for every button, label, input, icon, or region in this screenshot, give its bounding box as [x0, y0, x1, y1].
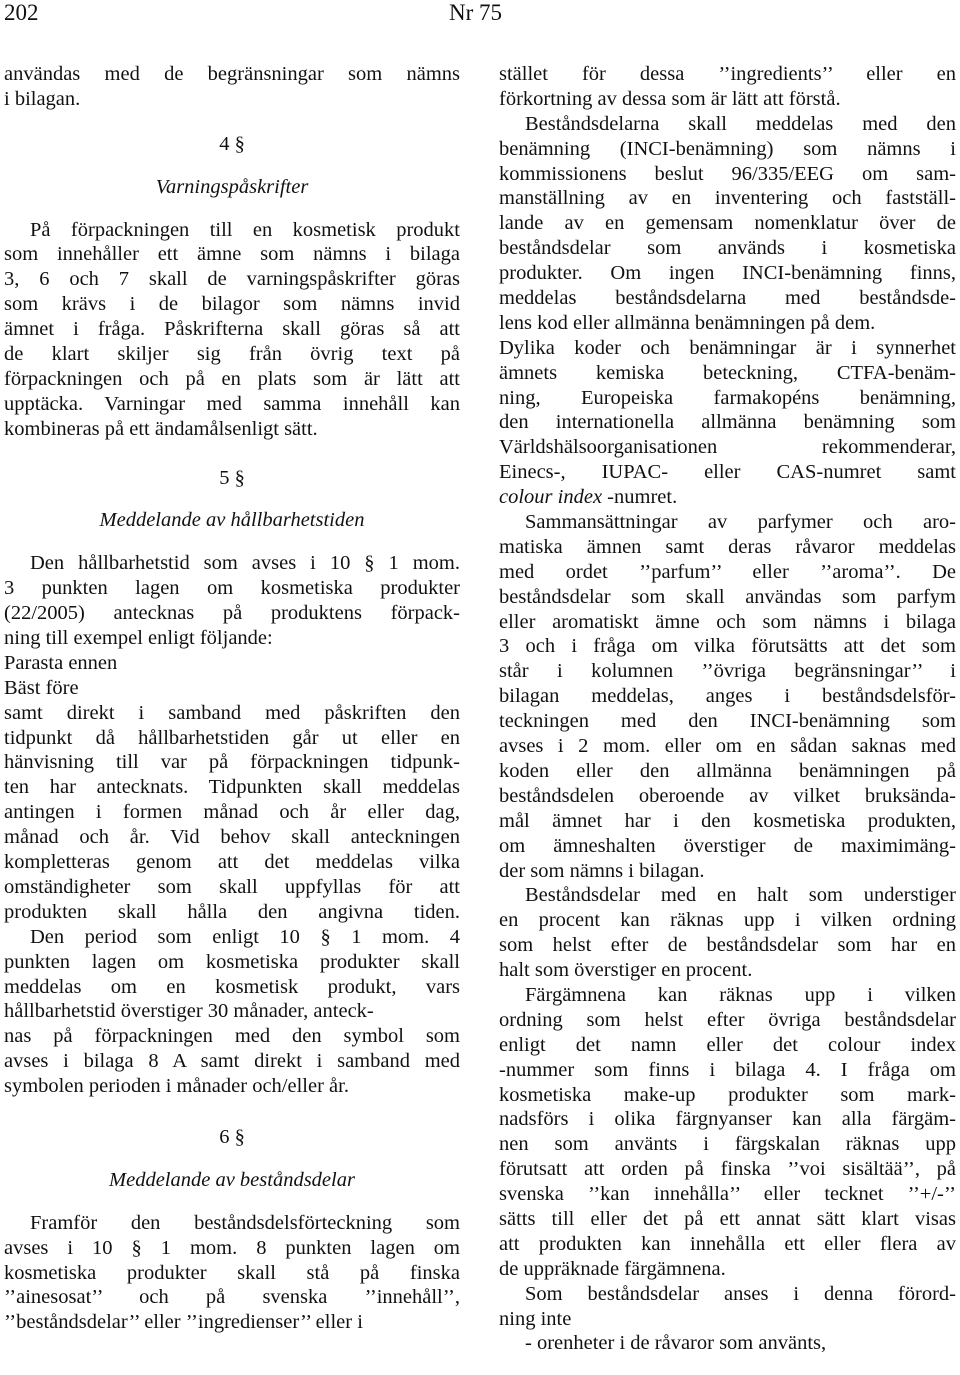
text-line: teckningen med den INCI-benämning som [499, 710, 956, 733]
text-line: beståndsdelar som skall användas som parfym [499, 585, 956, 608]
text-line: som krävs i de bilagor som nämns invid [4, 293, 460, 316]
left-column [4, 62, 460, 1335]
text-line: bilagan meddelas, anges i beståndsdelsför- [499, 685, 956, 708]
text-line: avses i bilaga 8 A samt direkt i samband med [4, 1050, 460, 1073]
text-line: sätts till eller det på ett annat sätt klart visas [499, 1207, 956, 1230]
paragraph-gap [4, 200, 460, 218]
text-line: punkten lagen om kosmetiska produkter skall [4, 950, 460, 973]
text-line: kommissionens beslut 96/335/EEG om sam- [499, 162, 956, 185]
text-line: de uppräknade färgämnena. [499, 1257, 726, 1280]
paragraph-gap [4, 490, 460, 508]
text-line: kombineras på ett ändamålsenligt sätt. [4, 417, 318, 440]
text-line: beståndsdelar som används i kosmetiska [499, 237, 956, 260]
text-line: Den hållbarhetstid som avses i 10 § 1 mom. [30, 552, 460, 575]
paragraph-gap [4, 533, 460, 551]
italic-term: colour index [499, 486, 603, 509]
text-line: nas på förpackningen med den symbol som [4, 1025, 460, 1048]
text-line: Beståndsdelar med en halt som understiger [525, 884, 956, 907]
text-line: som helst efter de beståndsdelar som har en [499, 934, 956, 957]
text-line: 3 och i fråga om vilka förutsätts att det som [499, 635, 956, 658]
text-line: ämnets kemiska beteckning, CTFA-benäm- [499, 361, 956, 384]
paragraph-gap [4, 442, 460, 466]
text-line: förpackningen och på en plats som är lätt att [4, 367, 460, 390]
text-line: nadsförs i olika färgnyanser kan alla färgäm- [499, 1108, 956, 1131]
text-line: - orenheter i de råvaror som använts, [525, 1332, 827, 1355]
right-column [499, 62, 956, 1356]
text-line: 3, 6 och 7 skall de varningspåskrifter göras [4, 268, 460, 291]
text-line: ’’beståndsdelar’’ eller ’’ingredienser’’ eller i [4, 1311, 363, 1334]
text-line: ning, Europeiska farmakopéns benämning, [499, 386, 956, 409]
paragraph-gap [4, 157, 460, 175]
text-line: kosmetiska produkter skall stå på finska [4, 1261, 460, 1284]
section-heading: Meddelande av beståndsdelar [109, 1168, 355, 1191]
text-line: På förpackningen till en kosmetisk produkt [30, 218, 460, 241]
section-number: 6 § [219, 1125, 245, 1148]
section-number: 5 § [219, 466, 245, 489]
text-line: om ämneshalten överstiger de maximimäng- [499, 834, 956, 857]
text-line: en procent kan räknas upp i vilken ordning [499, 909, 956, 932]
paragraph-gap [4, 1099, 460, 1125]
text-line: enligt det namn eller det colour index [499, 1033, 956, 1056]
text-line: koden eller den allmänna benämningen på [499, 759, 956, 782]
text-line: halt som överstiger en procent. [499, 959, 753, 982]
text-line: Som beståndsdelar anses i denna förord- [525, 1282, 956, 1305]
text-line: 3 punkten lagen om kosmetiska produkter [4, 577, 460, 600]
text-line: nen som använts i färgskalan räknas upp [499, 1133, 956, 1156]
text-line: eller aromatiskt ämne och som nämns i bilaga [499, 610, 956, 633]
text-line: stället för dessa ’’ingredients’’ eller en [499, 63, 956, 85]
text-line: hänvisning till var på förpackningen tidpunk- [4, 751, 460, 774]
section-number: 4 § [219, 132, 245, 155]
text-line: svenska ’’kan innehålla’’ eller tecknet ’’+/-’’ [499, 1183, 956, 1206]
text-line: beståndsdelen oberoende av vilket bruksända- [499, 784, 956, 807]
text-line: Framför den beståndsdelsförteckning som [30, 1211, 460, 1234]
paragraph-gap [4, 1193, 460, 1211]
text-line: ning till exempel enligt följande: [4, 627, 273, 650]
text-line: meddelas om en kosmetisk produkt, vars [4, 975, 460, 998]
paragraph-gap [4, 112, 460, 132]
text-line: som innehåller ett ämne som nämns i bilaga [4, 243, 460, 266]
page-number: 202 [4, 0, 39, 25]
text-line: Parasta ennen [4, 651, 118, 674]
text-line: der som nämns i bilagan. [499, 859, 705, 882]
text-line: ämnet i fråga. Påskrifterna skall göras så att [4, 318, 460, 341]
text-line: Den period som enligt 10 § 1 mom. 4 [30, 925, 460, 948]
text-line: att produkten kan innehålla ett eller flera av [499, 1232, 956, 1255]
text-line: ning inte [499, 1307, 572, 1330]
text-line: användas med de begränsningar som nämns [4, 63, 460, 85]
text-line: symbolen perioden i månader och/eller år. [4, 1075, 349, 1098]
text-line: hållbarhetstid överstiger 30 månader, anteck- [4, 1000, 374, 1023]
text-line: produkten skall hålla den angivna tiden. [4, 900, 460, 923]
text-line: förkortning av dessa som är lätt att förstå. [499, 87, 841, 110]
text-line: tidpunkt då hållbarhetstiden går ut eller en [4, 726, 460, 749]
paragraph-gap [4, 1150, 460, 1168]
text-line: kosmetiska make-up produkter som mark- [499, 1083, 956, 1106]
text-line: de klart skiljer sig från övrig text på [4, 343, 460, 366]
text-line: står i kolumnen ’’övriga begränsningar’’ i [499, 660, 956, 683]
text-line: manställning av en inventering och fastställ- [499, 187, 956, 210]
text-line: produkter. Om ingen INCI-benämning finns, [499, 262, 956, 285]
text-line: avses i 2 mom. eller om en sådan saknas med [499, 735, 956, 758]
text-line: colour index -numret. [499, 486, 678, 509]
text-line: Färgämnena kan räknas upp i vilken [525, 983, 956, 1006]
text-line: Bäst före [4, 676, 79, 699]
text-line: omständigheter som skall uppfyllas för att [4, 875, 460, 898]
text-line: matiska ämnen samt deras råvaror meddelas [499, 535, 956, 558]
text-line: Beståndsdelarna skall meddelas med den [525, 112, 956, 135]
text-line: Einecs-, IUPAC- eller CAS-numret samt [499, 461, 956, 484]
text-line: avses i 10 § 1 mom. 8 punkten lagen om [4, 1236, 460, 1259]
text-line: ordning som helst efter övriga beståndsdelar [499, 1008, 956, 1031]
text-line: med ordet ’’parfum’’ eller ’’aroma’’. De [499, 560, 956, 583]
text-line: Världshälsoorganisationen rekommenderar, [499, 436, 956, 459]
text-line: (22/2005) antecknas på produktens förpack- [4, 602, 460, 625]
text-line: antingen i formen månad och år eller dag, [4, 801, 460, 824]
text-line: Sammansättningar av parfymer och aro- [525, 511, 956, 534]
text-line: -nummer som finns i bilaga 4. I fråga om [499, 1058, 956, 1081]
text-line: ten har antecknats. Tidpunkten skall meddelas [4, 776, 460, 799]
text-line: månad och år. Vid behov skall anteckningen [4, 826, 460, 849]
text-line: Dylika koder och benämningar är i synnerhet [499, 336, 956, 359]
text-line: förutsatt att orden på finska ’’voi sisältää’’, på [499, 1158, 956, 1181]
text-line: mål ämnet har i den kosmetiska produkten, [499, 809, 956, 832]
text-line: lens kod eller allmänna benämningen på dem. [499, 311, 876, 334]
issue-number: Nr 75 [449, 0, 503, 25]
text-line: ’’ainesosat’’ och på svenska ’’innehåll’’, [4, 1286, 460, 1309]
text-line: benämning (INCI-benämning) som nämns i [499, 137, 956, 160]
text-line: meddelas beståndsdelarna med beståndsde- [499, 287, 956, 310]
text-line: kompletteras genom att det meddelas vilka [4, 851, 460, 874]
text-line: samt direkt i samband med påskriften den [4, 701, 460, 724]
section-heading: Varningspåskrifter [155, 175, 309, 198]
text-line: i bilagan. [4, 87, 81, 110]
section-heading: Meddelande av hållbarhetstiden [99, 509, 365, 532]
text-line: den internationella allmänna benämning som [499, 411, 956, 434]
text-line: lande av en gemensam nomenklatur över de [499, 212, 956, 235]
text-line: upptäcka. Varningar med samma innehåll kan [4, 392, 460, 415]
